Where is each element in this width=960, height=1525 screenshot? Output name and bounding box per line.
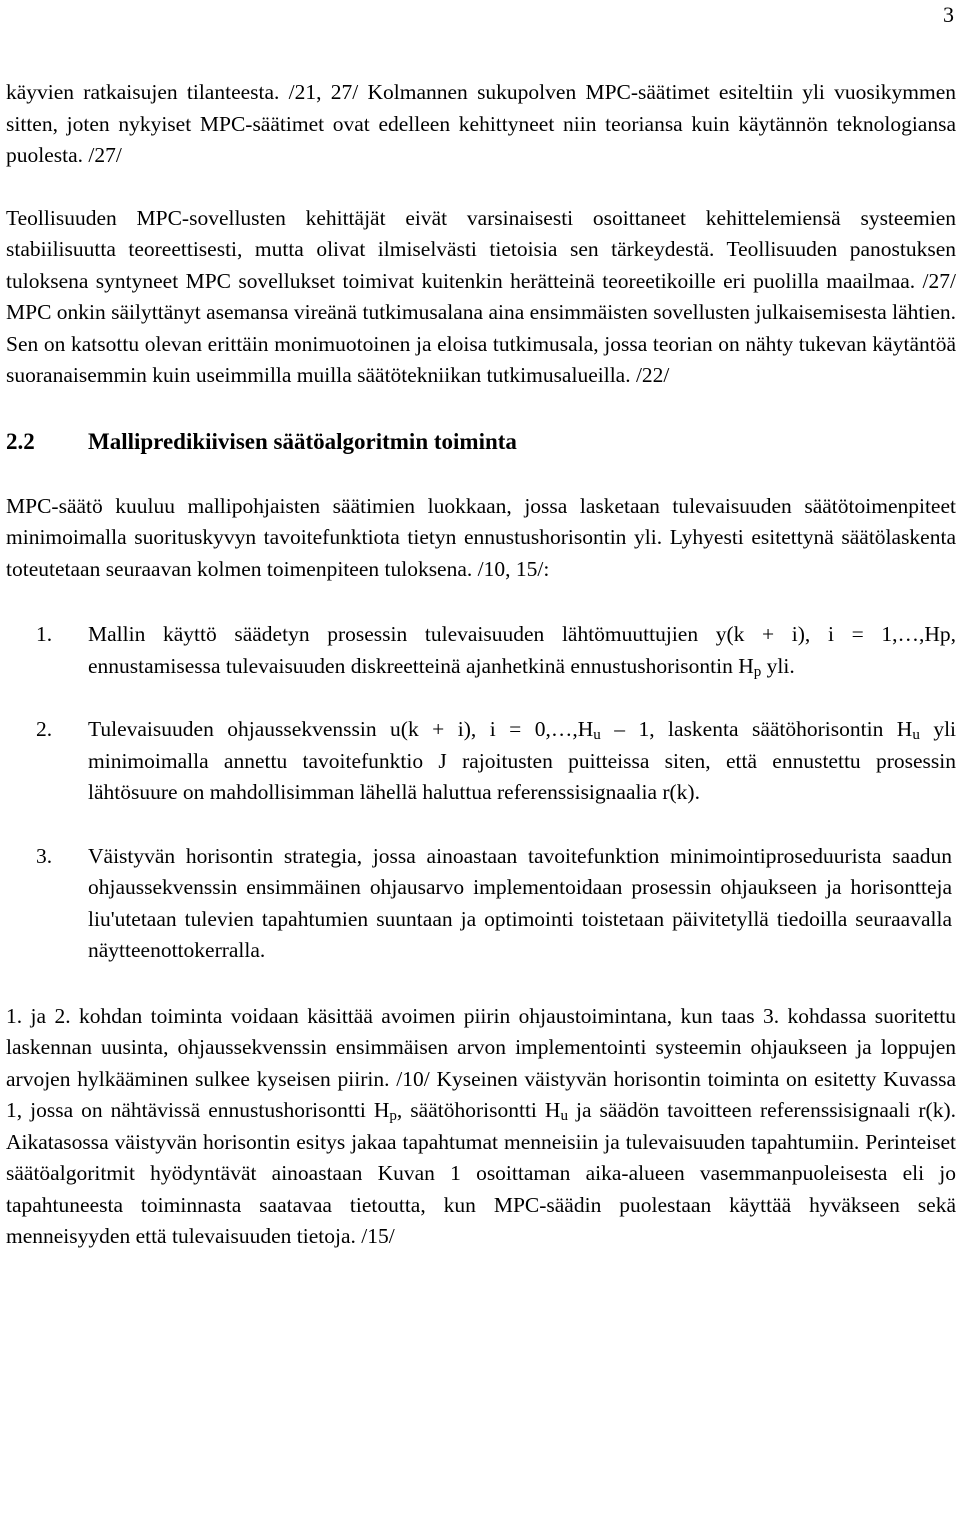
document-body	[6, 77, 956, 1253]
step-text: Mallin käyttö säädetyn prosessin tulevaisuuden lähtömuuttujien y(k + i), i = 1,…,Hp, ennustamisessa tulevaisuuden diskreetteinä ajanhetkinä ennustushorisontin $H_p$ yli.	[88, 622, 956, 680]
step-number: 1.	[36, 622, 53, 646]
step-number: 2.	[36, 717, 53, 741]
list-item-step-1	[6, 619, 956, 682]
section-heading	[6, 426, 956, 457]
mpc-intro-paragraph: MPC-säätö kuuluu mallipohjaisten säätimien luokkaan, jossa lasketaan tulevaisuuden säätötoimenpiteet minimoimalla suorituskyvyn tavoitefunktiota tietyn ennustushorisontin yli. Lyhyesti esitettynä säätölaskenta toteutetaan seuraavan kolmen toimenpiteen tuloksena. /10, 15/:	[6, 493, 956, 581]
intro-paragraph: käyvien ratkaisujen tilanteesta. /21, 27/ Kolmannen sukupolven MPC-säätimet esiteltiin yli vuosikymmen sitten, joten nykyiset MPC-säätimet ovat edelleen kehittyneet niin teoriansa kuin käytännön teknologiansa puolesta. /27/	[6, 80, 956, 167]
step-number: 3.	[36, 843, 53, 868]
list-item-step-2	[6, 714, 956, 809]
section-title: Mallipredikiivisen säätöalgoritmin toiminta	[88, 428, 517, 454]
steps-list	[6, 619, 956, 967]
closing-paragraph: 1. ja 2. kohdan toiminta voidaan käsittää avoimen piirin ohjaustoimintana, kun taas 3. kohdassa suoritettu laskennan uusinta, ohjaussekvenssin ensimmäisen arvon implementointi systeemin ohjaukseen ja loppujen arvojen hylkääminen sulkee kyseisen piirin. /10/ Kyseinen väistyvän horisontin toiminta on esitetty Kuvassa 1, jossa on nähtävissä ennustushorisontti $H_p$, säätöhorisontti $H_u$ ja säädön tavoitteen referenssisignaali r(k). Aikatasossa väistyvän horisontin esitys jakaa tapahtumat menneisiin ja tulevaisuuden tapahtumiin. Perinteiset säätöalgoritmit hyödyntävät ainoastaan Kuvan 1 osoittaman aika-alueen vasemmanpuoleisesta eli jo tapahtuneesta toiminnasta saatavaa tietoutta, kun MPC-säädin puolestaan käyttää hyväkseen sekä menneisyyden että tulevaisuuden tietoja. /15/	[6, 1003, 957, 1248]
step-text: Väistyvän horisontin strategia, jossa ainoastaan tavoitefunktion minimointiproseduurista saadun ohjaussekvenssin ensimmäinen ohjausarvo implementoidaan prosessin ohjaukseen ja horisontteja liu'utetaan tulevien tapahtumien suuntaan ja optimointi toistetaan päivitetyllä tiedoilla seuraavalla näytteenottokerralla.	[88, 843, 952, 962]
step-text: Tulevaisuuden ohjaussekvenssin u(k + i), $i = 0,\dots,H_u - 1$, laskenta säätöhorisontin $H_u$ yli minimoimalla annettu tavoitefunktio J rajoitusten puitteissa siten, että ennustettu prosessin lähtösuure on mahdollisimman lähellä haluttua referenssisignaalia r(k).	[88, 717, 957, 804]
list-item-step-3	[6, 841, 956, 967]
section-number: 2.2	[6, 428, 35, 454]
industry-paragraph: Teollisuuden MPC-sovellusten kehittäjät eivät varsinaisesti osoittaneet kehittelemiensä systeemien stabiilisuutta teoreettisesti, mutta olivat ilmiselvästi tietoisia sen tärkeydestä. Teollisuuden panostuksen tuloksena syntyneet MPC sovellukset toimivat kuitenkin herätteinä teoreetikoille eri puolilla maailmaa. /27/ MPC onkin säilyttänyt asemansa vireänä tutkimusalana aina ensimmäisten sovellusten julkaisemisesta lähtien. Sen on katsottu olevan erittäin monimuotoinen ja eloisa tutkimusala, jossa teorian on nähty tukevan käytäntöä suoranaisemmin kuin useimmilla muilla säätötekniikan tutkimusalueilla. /22/	[6, 205, 956, 387]
page-number: 3	[943, 2, 954, 27]
